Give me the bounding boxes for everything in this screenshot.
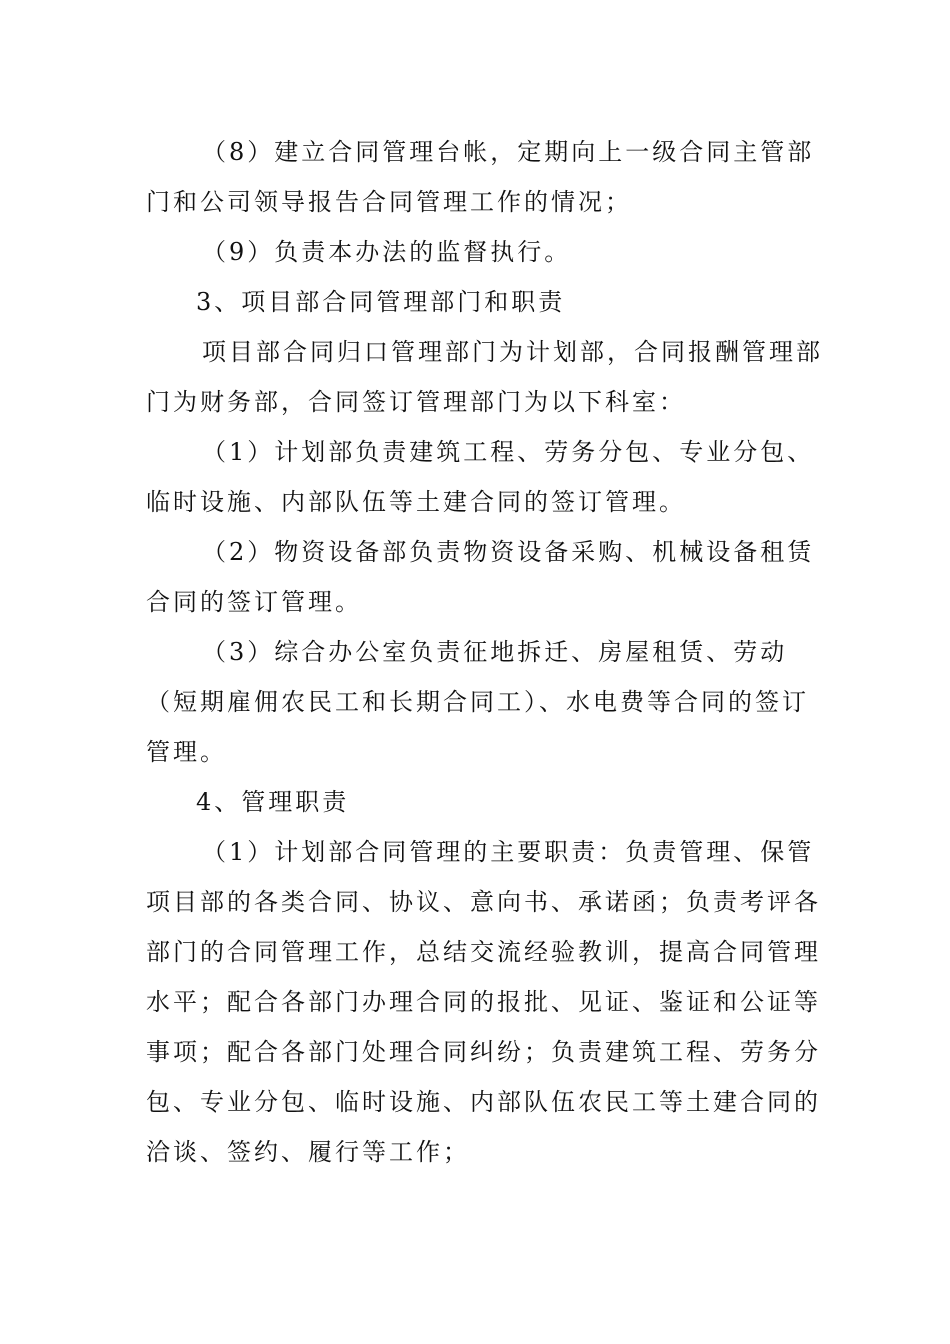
text-line: 门和公司领导报告合同管理工作的情况； <box>146 188 632 216</box>
text-line: （短期雇佣农民工和长期合同工）、水电费等合同的签订 <box>146 688 809 716</box>
paragraph-item-9 <box>146 227 806 277</box>
section-heading-4 <box>146 777 806 827</box>
paragraph-item-8 <box>146 127 815 227</box>
text-line: （8）建立合同管理台帐，定期向上一级合同主管部 <box>202 138 815 166</box>
paragraph-item-3 <box>146 627 809 777</box>
text-line: 项目部的各类合同、协议、意向书、承诺函；负责考评各 <box>146 888 821 916</box>
paragraph-intro <box>146 327 823 427</box>
text-line: （3）综合办公室负责征地拆迁、房屋租赁、劳动 <box>202 638 788 666</box>
document-body <box>146 127 823 1177</box>
paragraph-item-1 <box>146 427 815 527</box>
heading-text: 3、项目部合同管理部门和职责 <box>196 288 566 316</box>
paragraph-item-2 <box>146 527 815 627</box>
text-line: 部门的合同管理工作，总结交流经验教训，提高合同管理 <box>146 938 821 966</box>
text-line: 事项；配合各部门处理合同纠纷；负责建筑工程、劳务分 <box>146 1038 821 1066</box>
paragraph-duty-1 <box>146 827 821 1177</box>
text-line: 水平；配合各部门办理合同的报批、见证、鉴证和公证等 <box>146 988 821 1016</box>
text-line: （9）负责本办法的监督执行。 <box>202 238 572 266</box>
text-line: 洽谈、签约、履行等工作； <box>146 1138 470 1166</box>
text-line: 项目部合同归口管理部门为计划部，合同报酬管理部 <box>202 338 823 366</box>
text-line: 临时设施、内部队伍等土建合同的签订管理。 <box>146 488 686 516</box>
section-heading-3 <box>146 277 806 327</box>
text-line: 包、专业分包、临时设施、内部队伍农民工等土建合同的 <box>146 1088 821 1116</box>
text-line: 合同的签订管理。 <box>146 588 362 616</box>
text-line: （2）物资设备部负责物资设备采购、机械设备租赁 <box>202 538 815 566</box>
text-line: 管理。 <box>146 738 227 766</box>
text-line: （1）计划部负责建筑工程、劳务分包、专业分包、 <box>202 438 815 466</box>
text-line: 门为财务部，合同签订管理部门为以下科室： <box>146 388 686 416</box>
text-line: （1）计划部合同管理的主要职责：负责管理、保管 <box>202 838 815 866</box>
heading-text: 4、管理职责 <box>196 788 350 816</box>
